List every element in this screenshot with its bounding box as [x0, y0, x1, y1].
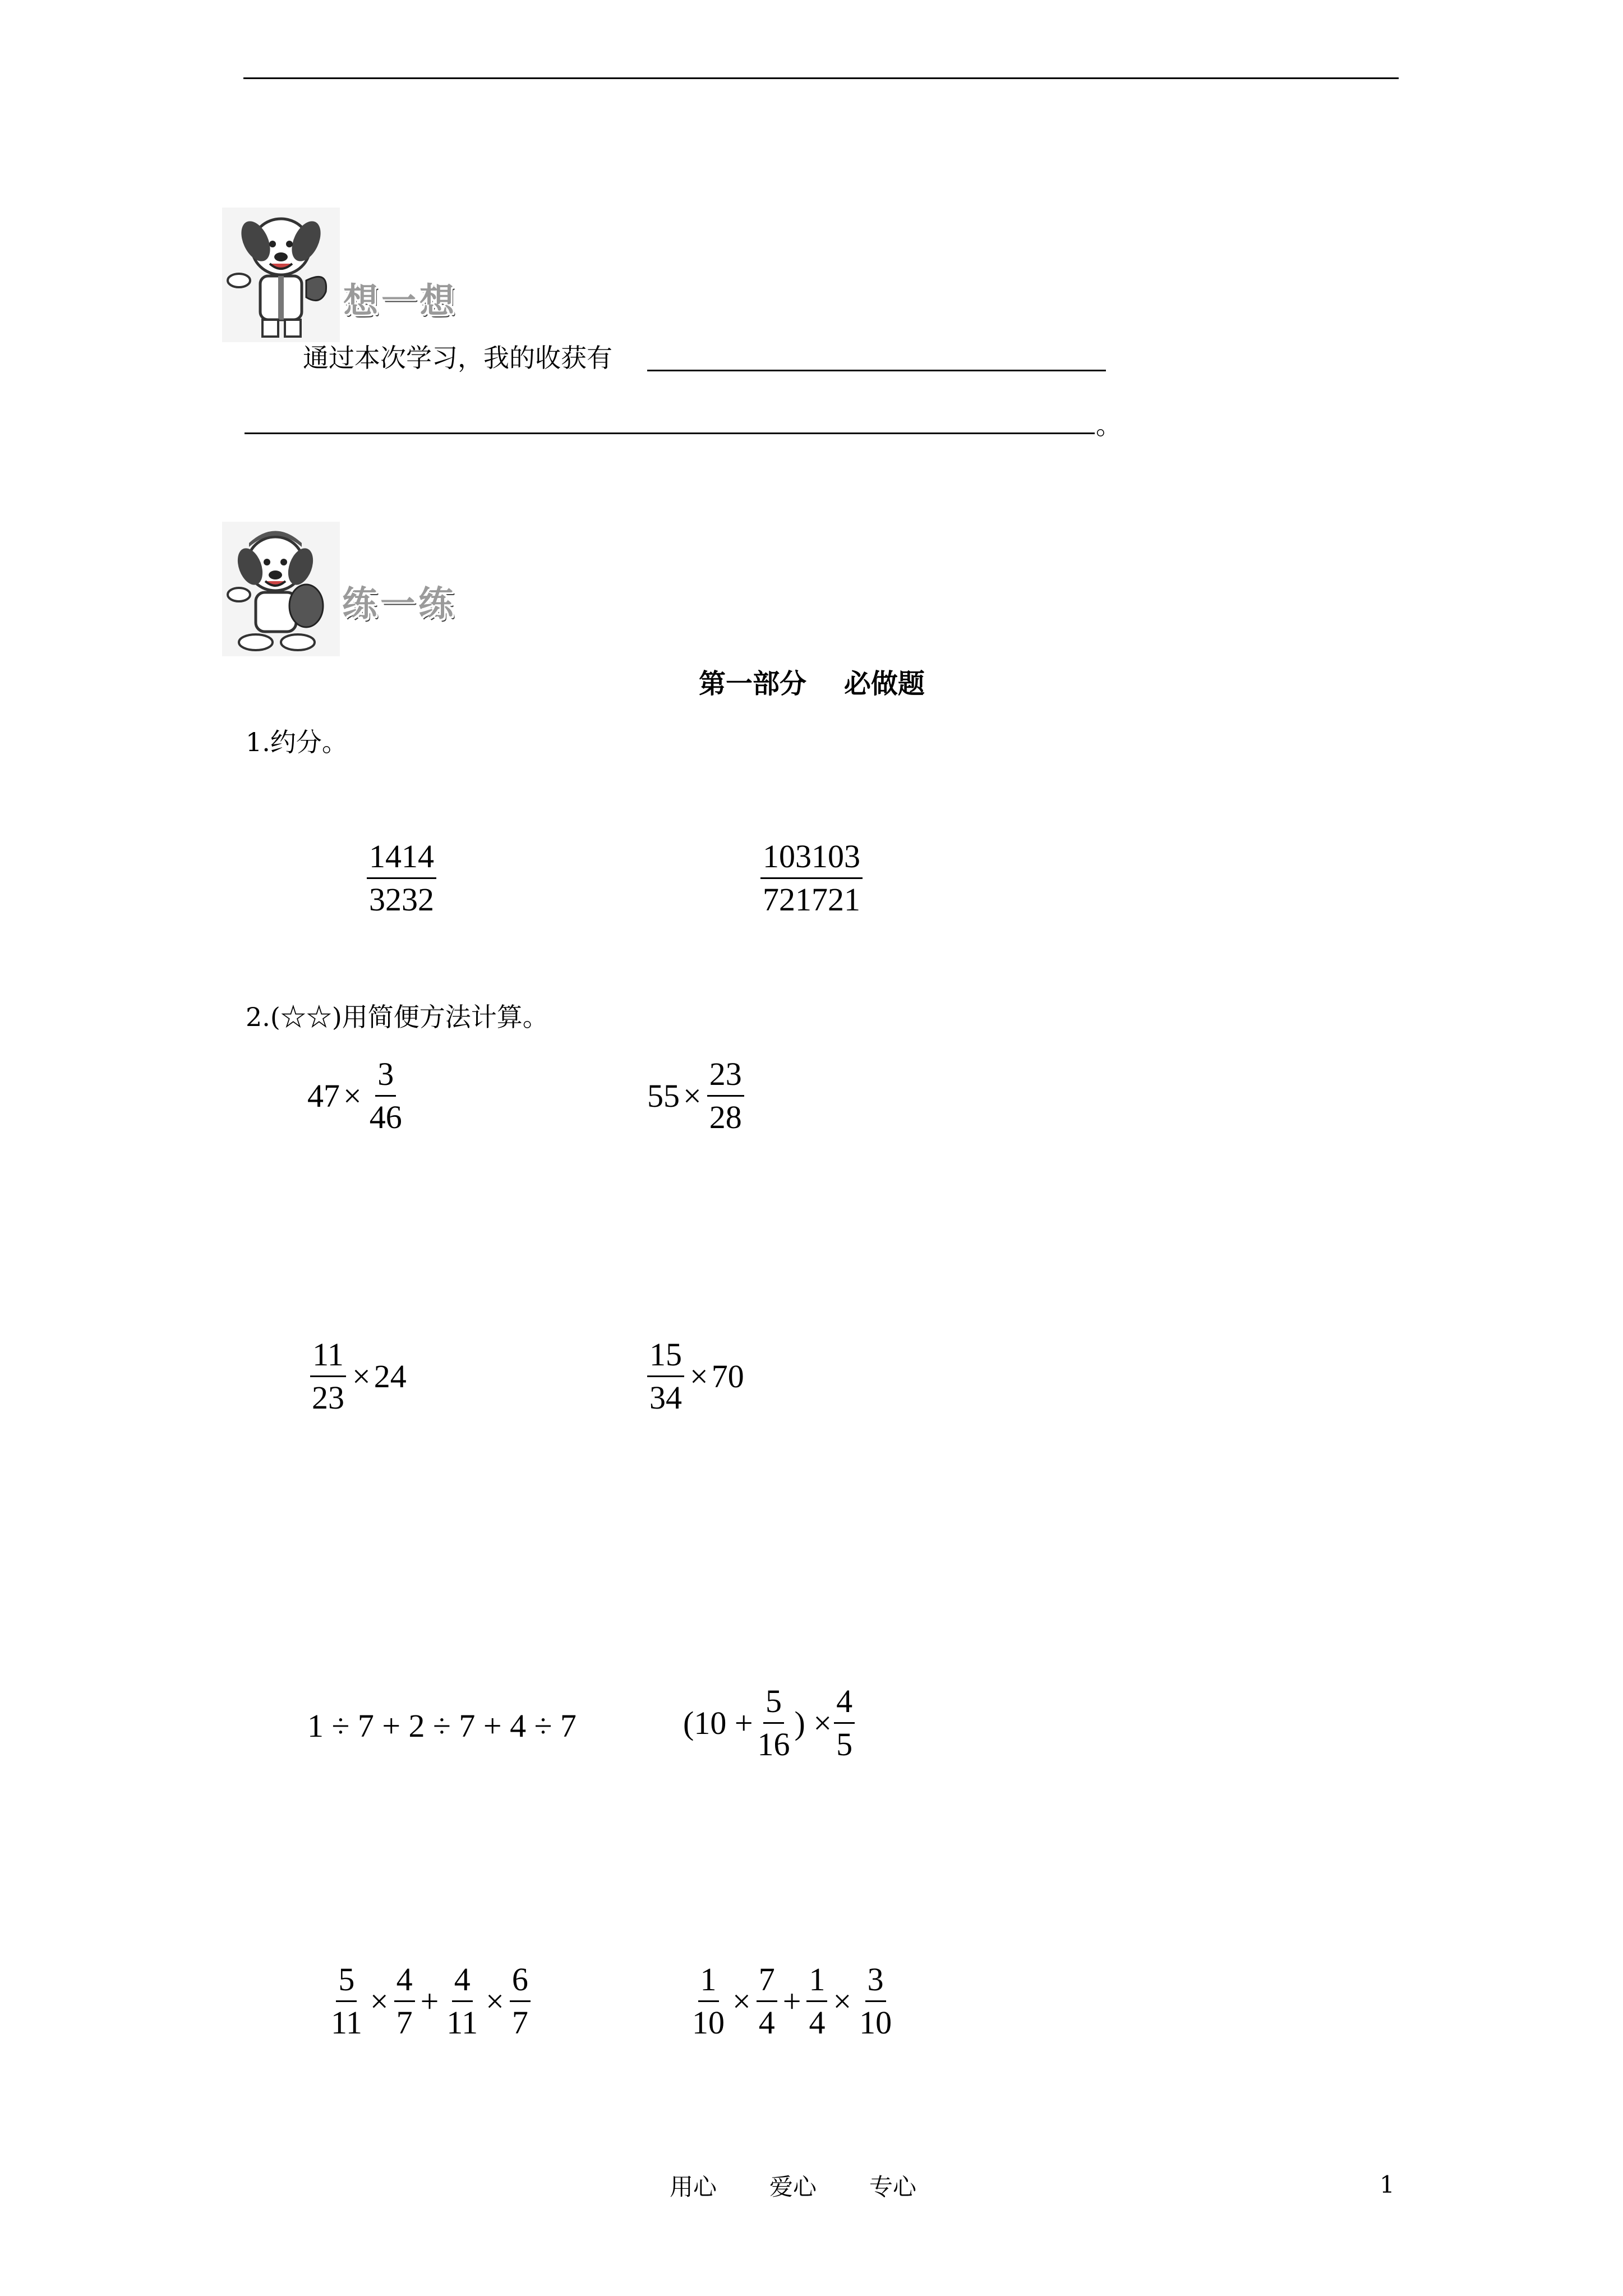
operator: × [683, 1077, 702, 1114]
reflection-blank-line-2[interactable] [245, 432, 1095, 434]
operator: × [833, 1982, 852, 2019]
numerator: 4 [394, 1963, 415, 2002]
part-heading: 第一部分 必做题 [699, 668, 925, 700]
q2-expression-3 [307, 1338, 407, 1414]
operator: × [343, 1077, 362, 1114]
denominator: 7 [396, 2004, 413, 2041]
numerator: 5 [763, 1685, 784, 1724]
q2-expression-1 [307, 1058, 407, 1134]
operator: × [370, 1982, 389, 2019]
question-1-label: 1.约分。 [246, 727, 348, 757]
denominator: 11 [446, 2004, 478, 2041]
numerator: 11 [310, 1338, 346, 1377]
denominator: 11 [331, 2004, 362, 2041]
operator: × [486, 1982, 504, 2019]
question-2-label: 2.(☆☆)用简便方法计算。 [246, 1002, 548, 1032]
q2-expression-6 [683, 1685, 857, 1761]
whole-number: 55 [647, 1077, 680, 1114]
whole-number: 47 [307, 1077, 340, 1114]
whole-number: 24 [374, 1358, 407, 1395]
reflection-prompt: 通过本次学习，我的收获有 [303, 343, 612, 373]
numerator: 7 [757, 1963, 777, 2002]
denominator: 10 [859, 2004, 892, 2041]
reflection-end-mark: 。 [1096, 410, 1122, 440]
operator: × [732, 1982, 751, 2019]
denominator: 34 [649, 1379, 682, 1416]
q2-expression-2 [647, 1058, 746, 1134]
denominator: 28 [709, 1099, 742, 1135]
denominator: 10 [692, 2004, 725, 2041]
numerator: 4 [834, 1685, 855, 1724]
q2-expression-5: 1 ÷ 7 + 2 ÷ 7 + 4 ÷ 7 [307, 1708, 577, 1744]
q2-expression-7 [326, 1963, 533, 2039]
denominator: 721721 [763, 881, 860, 918]
footer-motto-2: 爱心 [769, 2173, 817, 2201]
whole-number: 70 [711, 1358, 744, 1395]
header-rule [243, 77, 1399, 79]
operator: × [690, 1358, 708, 1395]
numerator: 1 [806, 1963, 827, 2002]
mascot-think-image [222, 208, 340, 344]
denominator: 5 [836, 1726, 853, 1763]
dog-mascot-icon [222, 208, 340, 342]
numerator: 1414 [367, 840, 436, 879]
denominator: 23 [312, 1379, 344, 1416]
denominator: 46 [369, 1099, 402, 1135]
section-title-think: 想一想 [343, 280, 458, 321]
open-group: (10 + [683, 1704, 753, 1741]
denominator: 4 [758, 2004, 775, 2041]
numerator: 3 [865, 1963, 886, 2002]
mascot-practice-image [222, 522, 340, 659]
operator: + [420, 1982, 439, 2019]
q2-expression-8 [688, 1963, 896, 2039]
numerator: 5 [336, 1963, 357, 2002]
numerator: 3 [375, 1058, 396, 1097]
operator: + [782, 1982, 801, 2019]
q2-expression-4 [645, 1338, 744, 1414]
denominator: 7 [511, 2004, 528, 2041]
denominator: 4 [809, 2004, 826, 2041]
section-title-practice: 练一练 [342, 583, 457, 624]
numerator: 6 [510, 1963, 531, 2002]
close-group: ) × [794, 1704, 832, 1741]
page-number: 1 [1380, 2171, 1395, 2198]
q1-fraction-a [365, 840, 439, 916]
denominator: 16 [757, 1726, 790, 1763]
footer-motto-3: 专心 [869, 2173, 917, 2201]
numerator: 15 [647, 1338, 684, 1377]
numerator: 23 [707, 1058, 744, 1097]
reflection-blank-line-1[interactable] [647, 370, 1106, 371]
numerator: 4 [452, 1963, 473, 2002]
footer-motto-1: 用心 [670, 2173, 717, 2201]
operator: × [352, 1358, 371, 1395]
numerator: 103103 [760, 840, 863, 879]
numerator: 1 [698, 1963, 719, 2002]
dog-mascot-icon [222, 522, 340, 656]
denominator: 3232 [369, 881, 434, 918]
q1-fraction-b [758, 840, 865, 916]
